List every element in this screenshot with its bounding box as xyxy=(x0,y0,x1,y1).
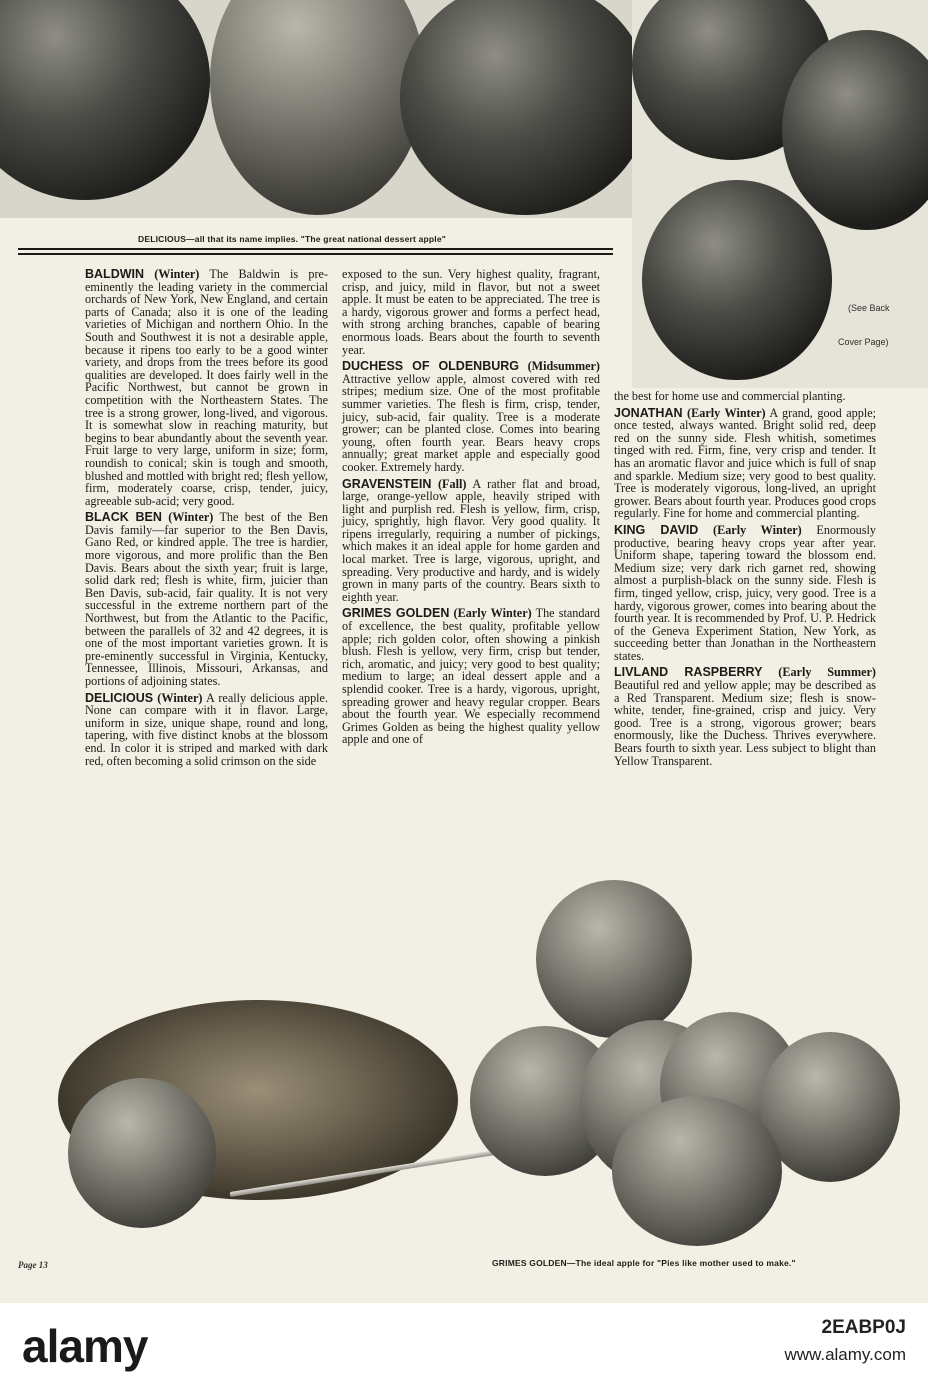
see-back-note: Cover Page) xyxy=(838,337,889,347)
entry-king-david xyxy=(614,524,876,663)
variety-description: the best for home use and commercial planting. xyxy=(614,389,846,403)
image-id: 2EABP0J xyxy=(821,1317,906,1338)
variety-description: Attractive yellow apple, almost covered with red stripes; medium size. One of the most profitable summer varieties. The flesh is firm, crisp, tender, juicy, sub-acid, fair quality. Tree is a moderate grower; can be planted close. Comes into bearing young, often fourth year. Bears heavy crops annually; great market apple and especially good cooker. Extremely hardy. xyxy=(342,371,600,474)
text-column-3 xyxy=(614,390,876,771)
page-number: Page 13 xyxy=(18,1260,48,1270)
grimes-golden-caption: GRIMES GOLDEN—The ideal apple for "Pies like mother used to make." xyxy=(492,1258,796,1268)
apple-image xyxy=(0,0,210,200)
entry-duchess xyxy=(342,360,600,473)
apple-image xyxy=(536,880,692,1038)
season-label: (Early Winter) xyxy=(713,522,802,537)
season-label: (Winter) xyxy=(168,510,214,525)
variety-description: The best of the Ben Davis family—far superior to the Ben Davis, Gano Red, or kindred apple. The tree is hardier, more vigorous, and more prolific than the Ben Davis. Bears about the sixth year; fruit is large, solid dark red; flesh is white, firm, juicier than Ben Davis, sub-acid, fair quality. It is not very successful in the extreme northern part of the Northwest, but from the Atlantic to the Pacific, between the parallels of 32 and 42 degrees, it is one of the most important varieties grown. It is pre-eminently successful in Virginia, Kentucky, Tennessee, Illinois, Missouri, Arkansas, and portions of adjoining states. xyxy=(85,510,329,688)
variety-heading: GRAVENSTEIN xyxy=(342,476,432,491)
season-label: (Midsummer) xyxy=(527,359,600,374)
season-label: (Winter) xyxy=(154,267,200,281)
divider-rule xyxy=(18,248,613,250)
variety-heading: DELICIOUS xyxy=(85,690,154,705)
entry-delicious-continued xyxy=(342,268,600,356)
entry-grimes-continued xyxy=(614,390,876,403)
entry-baldwin xyxy=(85,268,328,507)
apple-image xyxy=(612,1096,782,1246)
variety-description: The standard of excellence, the best quality, profitable yellow apple; rich golden color, often showing a pinkish blush. Flesh is yellow, very firm, crisp but tender, rich, aromatic, and juicy; very good to best quality; medium to large; an ideal dessert apple and a splendid cooker. Tree is a hardy, vigorous, upright, spreading grower and heavy regular cropper. Bears about the fourth year. We especially recommend Grimes Golden as being the highest quality yellow apple and one of xyxy=(342,606,601,747)
variety-description: A really delicious apple. None can compare with it in flavor. Large, uniform in size, unique shape, round and long, tapering, with five distinct knobs at the blossom end. In color it is striped and marked with dark red, often becoming a solid crimson on the side xyxy=(85,690,329,768)
apple-image xyxy=(400,0,632,215)
variety-description: exposed to the sun. Very highest quality, fragrant, crisp, and juicy, mild in flavor, but not a sweet apple. It must be eaten to be appreciated. The tree is a hardy, vigorous grower and forms a perfect head, with strong arching branches, capable of bearing enormous loads. Bears about the fourth to seventh year. xyxy=(342,267,600,357)
see-back-note: (See Back xyxy=(848,303,890,313)
variety-description: The Baldwin is pre-eminently the leading variety in the commercial orchards of New York, New England, and certain parts of Canada; also it is one of the leading varieties of Michigan and northern Ohio. In the South and Southwest it is not a desirable apple, because it ripens too early to be a good winter variety, and drops from the trees before its good qualities are developed. It does fairly well in the Pacific Northwest, but cannot be grown in competition with the Northeastern States. The tree is a strong grower, long-lived, and vigorous. It is somewhat slow in reaching maturity, but begins to bear abundantly about the seventh year. Fruit large to very large, uniform in size; form, roundish to conical; skin is tough and smooth, blushed and mottled with bright red; flesh yellow, firm, moderately coarse, crisp, tender, juicy, agreeable sub-acid; very good. xyxy=(85,267,329,508)
brand-logo: alamy xyxy=(22,1320,148,1372)
delicious-apples-photo xyxy=(0,0,632,218)
season-label: (Early Summer) xyxy=(778,665,876,680)
variety-description: Beautiful red and yellow apple; may be described as a Red Transparent. Medium size; flesh is snow-white, tender, fine-grained, crisp and juicy. Very good. Tree is a strong, vigorous grower; bears enormously, like the Duchess. Thrives everywhere. Bears fourth to sixth year. Less subject to blight than Yellow Transparent. xyxy=(614,678,876,768)
variety-heading: BLACK BEN xyxy=(85,510,162,525)
entry-gravenstein xyxy=(342,478,600,604)
text-column-1 xyxy=(85,268,328,771)
apple-image xyxy=(68,1078,216,1228)
variety-description: A grand, good apple; once tested, always wanted. Bright solid red, deep red on the sunny side. Flesh whitish, sometimes tinged with red. Firm, fine, very crisp and tender. It has an aromatic flavor and juice which is full of snap and sparkle. Medium size; very good to best quality. Tree is moderately vigorous, long-lived, an upright grower. Bears about fourth year. Produces good crops regularly. Fine for home and commercial planting. xyxy=(614,405,877,521)
season-label: (Early Winter) xyxy=(453,606,532,621)
entry-black-ben xyxy=(85,511,328,687)
season-label: (Winter) xyxy=(157,690,203,705)
variety-description: Enormously productive, bearing heavy crops year after year. Uniform shape, tapering toward the blossom end. Medium size; very dark rich garnet red, showing almost a purplish-black on the sunny side. Flesh is firm, tinged yellow, crisp, juicy, very good. Tree is a hardy, vigorous grower, comes into bearing about the fourth year. It is recommended by Prof. U. P. Hedrick of the Geneva Experiment Station, New York, as succeeding better than Jonathan in the Northeastern states. xyxy=(614,522,876,663)
apple-image xyxy=(210,0,425,215)
season-label: (Fall) xyxy=(438,476,467,491)
hand-apples-photo xyxy=(632,0,928,388)
divider-rule xyxy=(18,253,613,255)
variety-description: A rather flat and broad, large, orange-yellow apple, heavily striped with light and purplish red. Flesh is yellow, firm, crisp, juicy, sprightly, high flavor. Very good quality. It ripens irregularly, requiring a number of pickings, which makes it an ideal apple for home garden and local market. Tree is large, vigorous, upright, and spreading. Very productive and hardy, and is widely grown in many parts of the country. Bears sixth to eighth year. xyxy=(342,476,601,604)
entry-delicious xyxy=(85,692,328,768)
text-column-2 xyxy=(342,268,600,750)
entry-livland-raspberry xyxy=(614,666,876,767)
variety-heading: DUCHESS OF OLDENBURG xyxy=(342,359,519,374)
variety-heading: KING DAVID xyxy=(614,522,699,537)
site-url: www.alamy.com xyxy=(784,1345,906,1364)
variety-heading: JONATHAN xyxy=(614,405,683,420)
variety-heading: GRIMES GOLDEN xyxy=(342,606,450,621)
variety-heading: BALDWIN xyxy=(85,267,145,281)
stock-footer xyxy=(0,1303,928,1390)
delicious-caption: DELICIOUS—all that its name implies. "The great national dessert apple" xyxy=(138,234,447,244)
season-label: (Early Winter) xyxy=(687,405,766,420)
entry-grimes-golden xyxy=(342,607,600,746)
apple-image xyxy=(642,180,832,380)
entry-jonathan xyxy=(614,407,876,520)
variety-heading: LIVLAND RASPBERRY xyxy=(614,665,763,680)
